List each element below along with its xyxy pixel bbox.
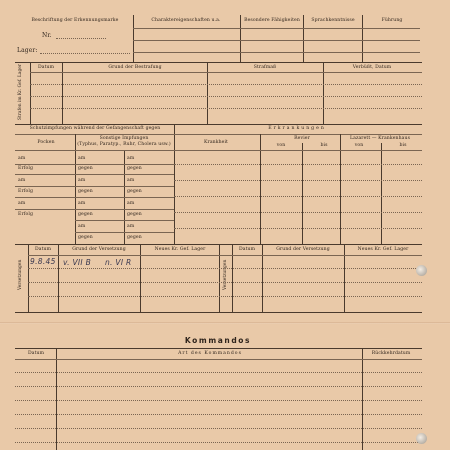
versetzungen-col-neues-right: Neues Kr. Gef. Lager: [357, 247, 409, 252]
pocken-row-4: Erfolg: [18, 189, 34, 194]
pocken-row-3: am: [18, 178, 26, 183]
col-header-charakter: Charaktereigenschaften u.a.: [151, 18, 221, 23]
versetzung-entry-neues: n. VI R: [105, 258, 132, 267]
impfungen-col-sonstige-2: (Typhus, Paratyp., Ruhr, Cholera usw.): [77, 142, 171, 147]
sonstige-b-row-6: gegen: [127, 212, 142, 217]
page-fold: [0, 322, 450, 324]
revier-von: von: [276, 143, 286, 148]
lager-label: Lager:: [17, 47, 38, 54]
versetzungen-side-label-right: Versetzungen: [223, 259, 228, 290]
pocken-row-2: Erfolg: [18, 166, 34, 171]
versetzung-entry-grund: v. VII B: [63, 258, 92, 267]
versetzungen-col-neues-left: Neues Kr. Gef. Lager: [154, 247, 206, 252]
erkrankungen-col-lazarett: Lazarett — Krankenhaus: [349, 136, 411, 141]
kommandos-title: Kommandos: [184, 336, 252, 345]
sonstige-b-row-3: am: [127, 178, 135, 183]
lazarett-von: von: [354, 143, 364, 148]
strafen-col-strafmass: Strafmaß: [253, 65, 277, 70]
col-header-erkennungsmarke: Beschriftung der Erkennungsmarke: [31, 18, 119, 23]
punch-hole-bottom: [416, 433, 427, 444]
punch-hole-top: [416, 265, 427, 276]
impfungen-heading: Schutzimpfungen während der Gefangenschaft gegen: [29, 126, 161, 131]
sonstige-b-row-2: gegen: [127, 166, 142, 171]
col-header-faehigkeiten: Besondere Fähigkeiten: [244, 18, 300, 23]
kommandos-col-rueckkehr: Rückkehrdatum: [371, 351, 411, 356]
kommandos-col-datum: Datum: [27, 351, 45, 356]
sonstige-b-row-4: gegen: [127, 189, 142, 194]
versetzungen-col-datum-right: Datum: [238, 247, 256, 252]
erkrankungen-col-revier: Revier: [294, 136, 310, 141]
sonstige-a-row-4: gegen: [78, 189, 93, 194]
sonstige-a-row-6: gegen: [78, 212, 93, 217]
lazarett-bis: bis: [399, 143, 407, 148]
strafen-col-datum: Datum: [37, 65, 55, 70]
nr-fill-line: [56, 38, 106, 39]
lager-fill-line: [40, 53, 130, 54]
revier-bis: bis: [320, 143, 328, 148]
strafen-col-grund: Grund der Bestrafung: [108, 65, 162, 70]
versetzungen-col-grund-left: Grund der Versetzung: [72, 247, 126, 252]
sonstige-a-row-7: am: [78, 224, 86, 229]
erkrankungen-col-krankheit: Krankheit: [203, 140, 229, 145]
col-header-sprachkenntnisse: Sprachkenntnisse: [311, 18, 355, 23]
impfungen-col-pocken: Pocken: [37, 140, 55, 145]
strafen-side-label: Strafen im Kr. Gef. Lager: [18, 64, 23, 120]
sonstige-a-row-3: am: [78, 178, 86, 183]
versetzung-entry-datum: 9.8.45: [30, 257, 56, 266]
erkrankungen-heading: Erkrankungen: [268, 126, 326, 131]
versetzungen-side-label-left: Versetzungen: [18, 259, 23, 290]
sonstige-b-row-1: am: [127, 156, 135, 161]
sonstige-b-row-5: am: [127, 201, 135, 206]
kommandos-col-art: Art des Kommandos: [178, 351, 242, 356]
pocken-row-5: am: [18, 201, 26, 206]
col-header-fuehrung: Führung: [381, 18, 403, 23]
versetzungen-col-grund-right: Grund der Versetzung: [276, 247, 330, 252]
versetzungen-col-datum-left: Datum: [34, 247, 52, 252]
sonstige-b-row-7: am: [127, 224, 135, 229]
pocken-row-1: am: [18, 156, 26, 161]
sonstige-a-row-5: am: [78, 201, 86, 206]
nr-label: Nr.: [42, 32, 52, 39]
pocken-row-6: Erfolg: [18, 212, 34, 217]
sonstige-a-row-1: am: [78, 156, 86, 161]
sonstige-a-row-2: gegen: [78, 166, 93, 171]
sonstige-a-row-8: gegen: [78, 235, 93, 240]
sonstige-b-row-8: gegen: [127, 235, 142, 240]
impfungen-col-sonstige-1: Sonstige Impfungen: [99, 136, 149, 141]
strafen-col-verbuesst: Verbüßt, Datum: [352, 65, 392, 70]
